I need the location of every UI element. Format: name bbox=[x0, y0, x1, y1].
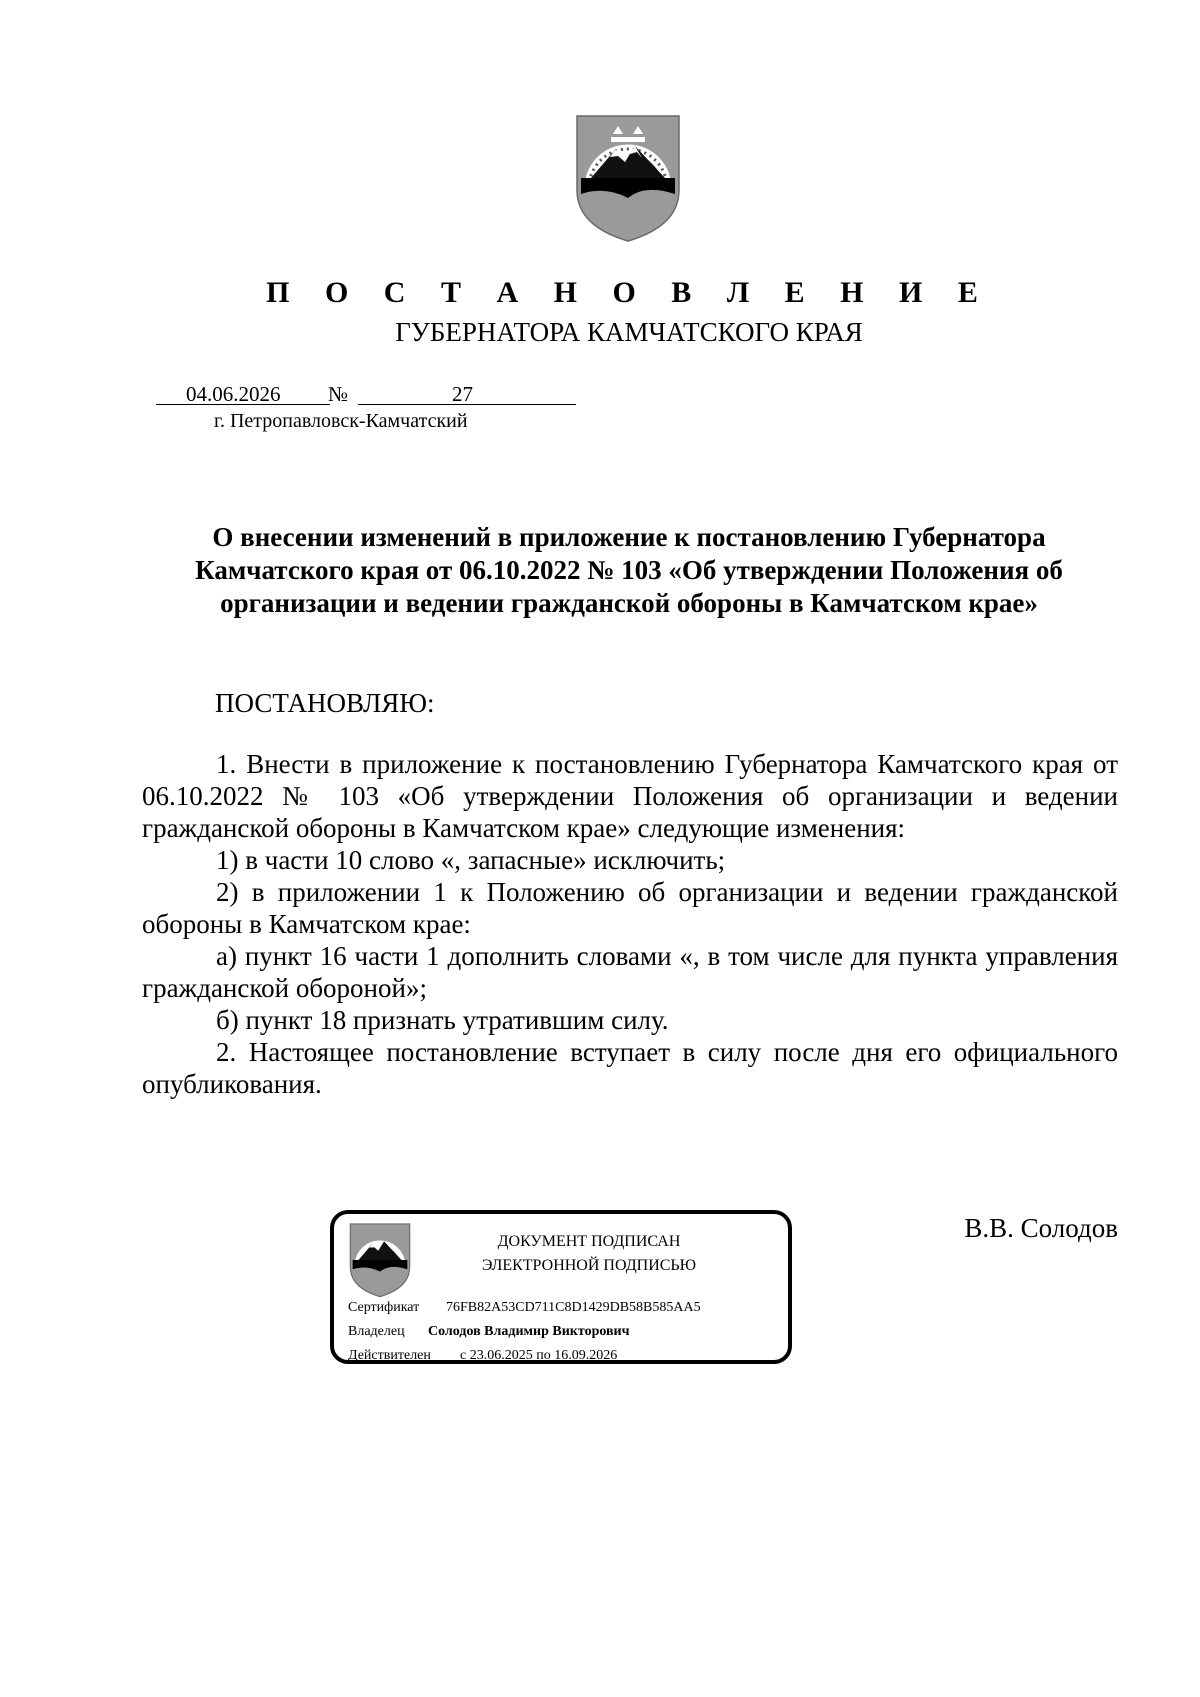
document-type-title: П О С Т А Н О В Л Е Н И Е bbox=[266, 276, 992, 309]
electronic-signature-stamp bbox=[330, 1210, 792, 1364]
owner-value: Солодов Владимир Викторович bbox=[428, 1324, 630, 1339]
document-body bbox=[142, 748, 1118, 1100]
decree-word: ПОСТАНОВЛЯЮ: bbox=[215, 688, 435, 718]
paragraph-4: а) пункт 16 части 1 дополнить словами «, в том числе для пункта управления гражданской обороной»; bbox=[142, 941, 1118, 1003]
document-number: 27 bbox=[452, 382, 473, 406]
validity-label: Действителен bbox=[348, 1348, 431, 1363]
validity-value: с 23.06.2025 по 16.09.2026 bbox=[460, 1348, 618, 1363]
owner-label: Владелец bbox=[348, 1324, 405, 1339]
issuer-subtitle: ГУБЕРНАТОРА КАМЧАТСКОГО КРАЯ bbox=[395, 317, 863, 347]
document-heading: О внесении изменений в приложение к постановлению Губернатора Камчатского края от 06.10.2022 № 103 «Об утверждении Положения об организации и ведении гражданской обороны в Камчатском крае» bbox=[195, 522, 1063, 618]
city-line: г. Петропавловск-Камчатский bbox=[214, 410, 468, 432]
paragraph-1: 1. Внести в приложение к постановлению Губернатора Камчатского края от 06.10.2022 № 103 «Об утверждении Положения об организации и ведении гражданской обороны в Камчатском крае» следующие изменения: bbox=[142, 749, 1118, 843]
paragraph-2: 1) в части 10 слово «, запасные» исключить; bbox=[216, 845, 726, 875]
certificate-label: Сертификат bbox=[348, 1300, 420, 1315]
number-underline bbox=[358, 404, 576, 405]
document-date: 04.06.2026 bbox=[186, 382, 281, 406]
kamchatka-crest-icon bbox=[573, 112, 683, 244]
stamp-heading-line2: ЭЛЕКТРОННОЙ ПОДПИСЬЮ bbox=[481, 1257, 697, 1274]
date-underline bbox=[156, 404, 330, 405]
number-sign: № bbox=[328, 382, 349, 406]
signatory-name: В.В. Солодов bbox=[964, 1213, 1118, 1243]
certificate-value: 76FB82A53CD711C8D1429DB58B585AA5 bbox=[446, 1300, 701, 1315]
paragraph-3: 2) в приложении 1 к Положению об организации и ведении гражданской обороны в Камчатском крае: bbox=[142, 877, 1118, 939]
paragraph-6: 2. Настоящее постановление вступает в силу после дня его официального опубликования. bbox=[142, 1037, 1118, 1099]
kamchatka-crest-icon bbox=[348, 1221, 412, 1299]
paragraph-5: б) пункт 18 признать утратившим силу. bbox=[216, 1005, 669, 1035]
stamp-heading-line1: ДОКУМЕНТ ПОДПИСАН bbox=[497, 1233, 681, 1250]
